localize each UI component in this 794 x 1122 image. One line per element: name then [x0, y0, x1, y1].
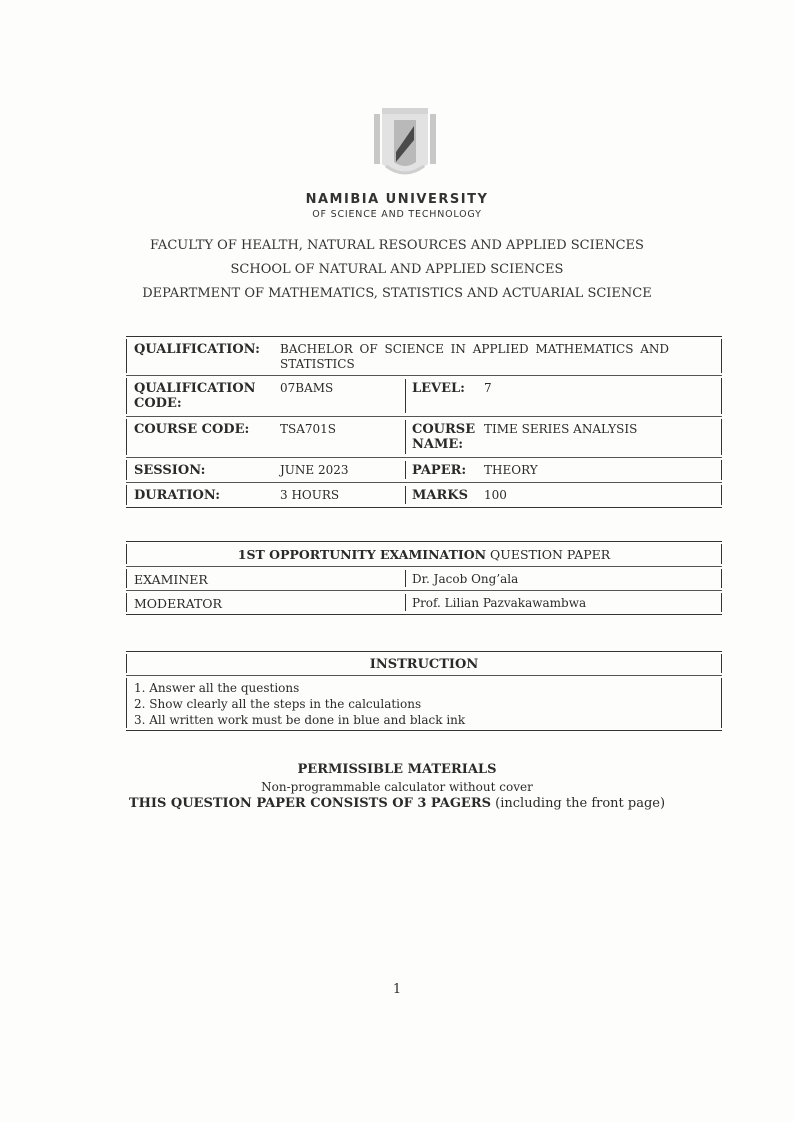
examination-title	[126, 547, 722, 562]
instruction-title: INSTRUCTION	[369, 657, 479, 672]
cell-divider	[405, 379, 406, 413]
permissible-title: PERMISSIBLE MATERIALS	[297, 762, 497, 777]
faculty-heading: FACULTY OF HEALTH, NATURAL RESOURCES AND APPLIED SCIENCES	[150, 238, 644, 253]
university-subtitle: OF SCIENCE AND TECHNOLOGY	[312, 209, 482, 220]
instruction-title-row	[126, 652, 722, 676]
level-value: 7	[484, 381, 492, 395]
examination-title-bold: 1ST OPPORTUNITY EXAMINATION	[237, 547, 487, 562]
examiner-row	[126, 567, 722, 591]
examiner-label: EXAMINER	[134, 572, 208, 587]
moderator-row	[126, 591, 722, 614]
qualification-code-label: QUALIFICATION CODE:	[134, 381, 256, 411]
page-count-rest: (including the front page)	[495, 796, 666, 811]
page-number: 1	[392, 982, 402, 997]
course-name-label: COURSE NAME:	[412, 422, 476, 452]
university-logo	[372, 106, 438, 182]
examiner-value: Dr. Jacob Ong’ala	[412, 572, 519, 586]
department-heading: DEPARTMENT OF MATHEMATICS, STATISTICS AND ACTUARIAL SCIENCE	[142, 286, 652, 301]
qualification-code-row	[126, 376, 722, 417]
marks-label: MARKS	[412, 488, 468, 503]
moderator-label: MODERATOR	[134, 596, 222, 611]
instruction-item: 3. All written work must be done in blue and black ink	[134, 713, 466, 727]
school-heading: SCHOOL OF NATURAL AND APPLIED SCIENCES	[230, 262, 564, 277]
course-code-value: TSA701S	[280, 422, 337, 436]
page-count-note	[0, 796, 794, 811]
instruction-item: 1. Answer all the questions	[134, 681, 300, 695]
qualification-value: BACHELOR OF SCIENCE IN APPLIED MATHEMATICS AND STATISTICS	[280, 342, 670, 371]
qualification-row	[126, 337, 722, 376]
course-code-label: COURSE CODE:	[134, 422, 250, 437]
course-code-row	[126, 417, 722, 458]
cell-divider	[405, 486, 406, 504]
level-label: LEVEL:	[412, 381, 465, 396]
examination-title-rest: QUESTION PAPER	[490, 547, 611, 562]
paper-value: THEORY	[484, 463, 538, 477]
duration-label: DURATION:	[134, 488, 221, 503]
marks-value: 100	[484, 488, 507, 502]
course-name-value: TIME SERIES ANALYSIS	[484, 422, 638, 436]
instruction-table	[126, 651, 722, 731]
paper-label: PAPER:	[412, 463, 467, 478]
cell-divider	[405, 461, 406, 479]
cell-divider	[405, 594, 406, 611]
cell-divider	[405, 570, 406, 587]
university-name: NAMIBIA UNIVERSITY	[305, 192, 489, 207]
session-label: SESSION:	[134, 463, 206, 478]
course-details-table	[126, 336, 722, 508]
session-value: JUNE 2023	[280, 463, 349, 477]
examination-table	[126, 541, 722, 615]
session-row	[126, 458, 722, 483]
qualification-code-value: 07BAMS	[280, 381, 334, 395]
cell-divider	[405, 420, 406, 454]
instruction-item: 2. Show clearly all the steps in the calculations	[134, 697, 422, 711]
page-count-bold: THIS QUESTION PAPER CONSISTS OF 3 PAGERS	[128, 796, 492, 811]
moderator-value: Prof. Lilian Pazvakawambwa	[412, 596, 587, 610]
examination-title-row	[126, 542, 722, 567]
qualification-label: QUALIFICATION:	[134, 342, 260, 357]
instruction-list	[126, 676, 722, 730]
duration-row	[126, 483, 722, 507]
duration-value: 3 HOURS	[280, 488, 340, 502]
permissible-materials: Non-programmable calculator without cover	[261, 780, 533, 794]
